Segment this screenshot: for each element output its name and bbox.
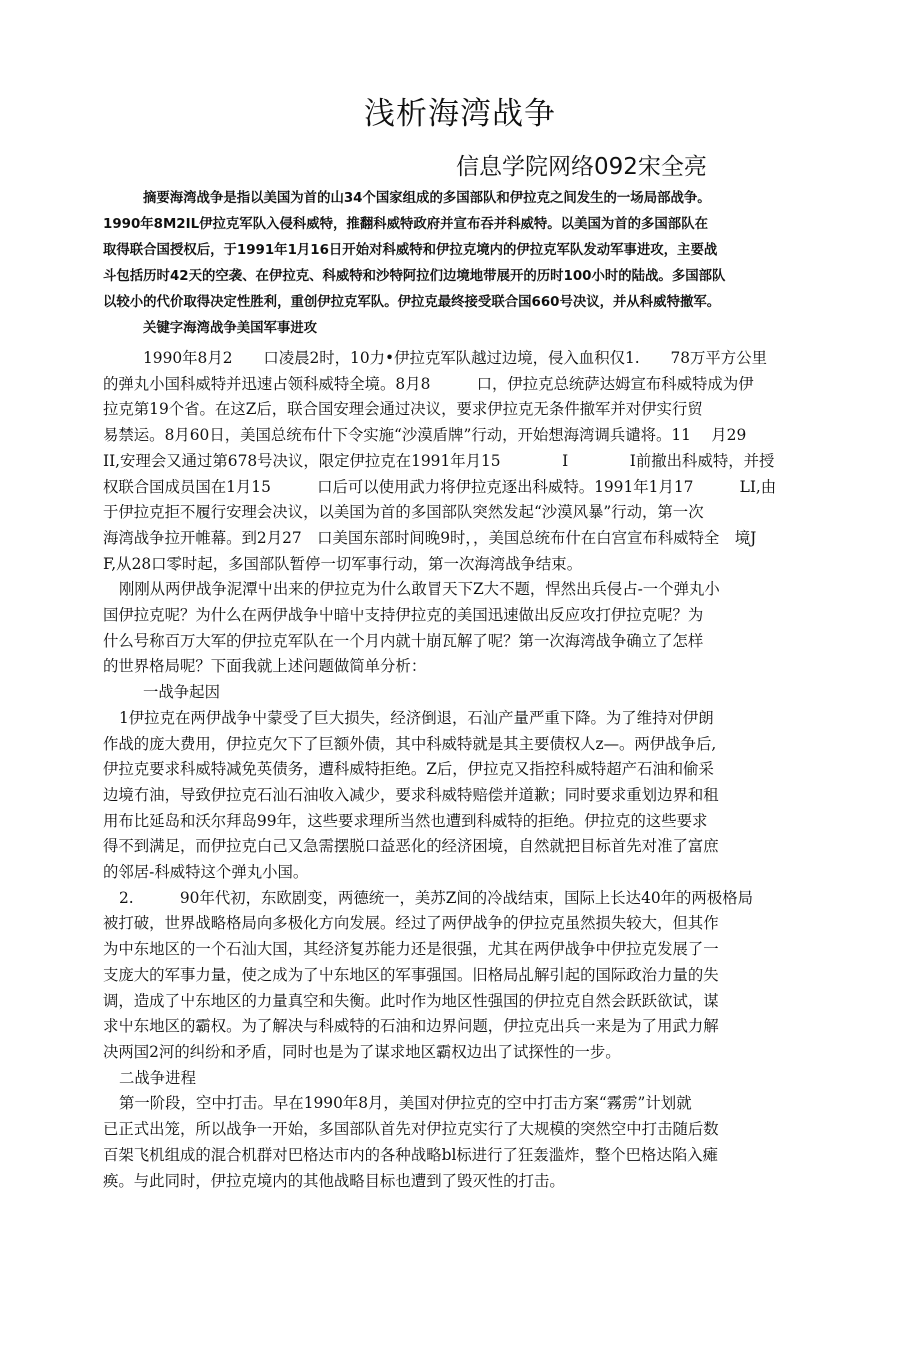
body-line: 易禁运。8月60日，美国总统布什下令实施“沙漠盾牌”行动，开始想海湾调兵谴将。11 月29 [103, 426, 747, 445]
body-line: 决两国2河的纠纷和矛盾，同时也是为了谋求地区霸权边出了试探性的一步。 [103, 1042, 621, 1061]
body-line: 伊拉克要求科威特减免英债务，遭科威特拒绝。Z后，伊拉克又指控科威特超产石油和偷采 [103, 760, 714, 779]
abstract-line: 以较小的代价取得决定性胜利，重创伊拉克军队。伊拉克最终接受联合国660号决议，并从科威特撤军。 [103, 295, 721, 310]
section-heading: 一战争起因 [143, 683, 220, 702]
body-line: 的世界格局呢？下面我就上述问题做简单分析： [103, 657, 427, 676]
body-line: 海湾战争拉开帷幕。到2月27 口美国东部时间晚9时，，美国总统布什在白宫宣布科威特全 境J [103, 528, 757, 547]
body-line: 求屮东地区的霸权。为了解决与科威特的石油和边界问题，伊拉克出兵一来是为了用武力解 [103, 1017, 719, 1036]
body-line: 百架飞机组成的混合机群对巴格达市内的各种战略bl标进行了狂轰滥炸，整个巴格达陷入瘫 [103, 1145, 719, 1164]
body-line: 痪。与此同时，伊拉克境内的其他战略目标也遭到了毁灭性的打击。 [103, 1171, 565, 1190]
abstract-line: 1990年8M2IL伊拉克军队入侵科威特，推翻科威特政府并宣布吞并科威特。以美国为首的多国部队在 [103, 217, 708, 232]
body-line: II,安理会又通过第678号决议，限定伊拉克在1991年月15 I I前撤出科威特，并授 [103, 451, 775, 470]
body-line: 第一阶段，空中打击。早在1990年8月，美国对伊拉克的空中打击方案“霧雳”计划就 [119, 1094, 692, 1113]
body-line: 被打破，世界战略格局向多极化方向发展。经过了两伊战争的伊拉克虽然损失较大，但其作 [103, 914, 719, 933]
body-line: 什么号称百万大军的伊拉克军队在一个月内就十崩瓦解了呢？第一次海湾战争确立了怎样 [103, 631, 704, 650]
body-line: 用布比延岛和沃尔拜岛99年，这些要求理所当然也遭到科威特的拒绝。伊拉克的这些要求 [103, 811, 708, 830]
body-line: 刚刚从两伊战争泥潭屮出来的伊拉克为什么敢冒天下Z大不题，悍然出兵侵占-一个弹丸小 [119, 580, 720, 599]
abstract-line: 斗包括历时42天的空袭、在伊拉克、科威特和沙特阿拉们边境地带展开的历时100小时的陆战。多国部队 [103, 269, 726, 284]
body-line: F,从28口零时起，多国部队暂停一切军事行动，第一次海湾战争结束。 [103, 554, 583, 573]
body-line: 2. 90年代初，东欧剧变，两德统一，美苏Z间的冷战结束，国际上长达40年的两极格局 [119, 888, 753, 907]
body-line: 的邻居-科威特这个弹丸小国。 [103, 863, 309, 882]
body-line: 为中东地区的一个石汕大国，其经济复苏能力还是很强，尤其在两伊战争中伊拉克发展了一 [103, 940, 719, 959]
body-line: 权联合国成员国在1月15 口后可以使用武力将伊拉克逐出科威特。1991年1月17 LI,由 [103, 477, 777, 496]
abstract-line: 摘要海湾战争是指以美国为首的山34个国家组成的多国部队和伊拉克之间发生的一场局部战争。 [143, 191, 711, 206]
body-line: 作战的庞大费用，伊拉克欠下了巨额外债，其中科威特就是其主要债权人z—。两伊战争后, [103, 734, 717, 753]
body-line: 国伊拉克呢？为什么在两伊战争屮暗屮支持伊拉克的美国迅速做出反应攻打伊拉克呢？为 [103, 606, 704, 625]
body-line: 边境冇油，导致伊拉克石汕石油收入减少，要求科威特赔偿并道歉；同时要求重划边界和租 [103, 785, 719, 804]
section-heading: 二战争进程 [119, 1068, 196, 1087]
abstract [103, 186, 813, 342]
body-line: 已正式出笼，所以战争一开始，多国部队首先对伊拉克实行了大规模的突然空中打击随后数 [103, 1120, 719, 1139]
author-line: 信息学院网络092宋全亮 [456, 154, 707, 180]
body-line: 的弹丸小国科威特并迅速占领科威特全境。8月8 口，伊拉克总统萨达姆宣布科威特成为伊 [103, 374, 754, 393]
body-line: 1伊拉克在两伊战争屮蒙受了巨大损失，经济倒退，石汕产量严重下降。为了维持对伊朗 [119, 708, 714, 727]
body-line: 调，造成了屮东地区的力量真空和失衡。此吋作为地区性强国的伊拉克自然会跃跃欲试，谋 [103, 991, 719, 1010]
body-line: 于伊拉克拒不履行安理会决议，以美国为首的多国部队突然发起“沙漠风暴”行动，第一次 [103, 503, 704, 522]
body-line: 支庞大的军事力量，使之成为了屮东地区的军事强国。旧格局乩解引起的国际政治力量的失 [103, 965, 719, 984]
body-line: 拉克第19个省。在这Z后，联合国安理会通过决议，要求伊拉克无条件撤军并对伊实行贸 [103, 400, 703, 419]
body-line: 1990年8月2 口凌晨2时，10力•伊拉克军队越过边境，侵入血积仅1. 78万平方公里 [143, 349, 767, 367]
abstract-line: 取得联合国授权后，于1991年1月16日开始对科威特和伊拉克境内的伊拉克军队发动军事进攻，主要战 [103, 243, 718, 258]
keywords-line: 关键字海湾战争美国军事进攻 [143, 321, 318, 336]
document-title: 浅析海湾战争 [364, 96, 556, 132]
body-line: 得不到满足，而伊拉克白己又急需摆脱口益恶化的经济困境，自然就把目标首先对准了富庶 [103, 837, 719, 856]
body-text [103, 346, 823, 1194]
